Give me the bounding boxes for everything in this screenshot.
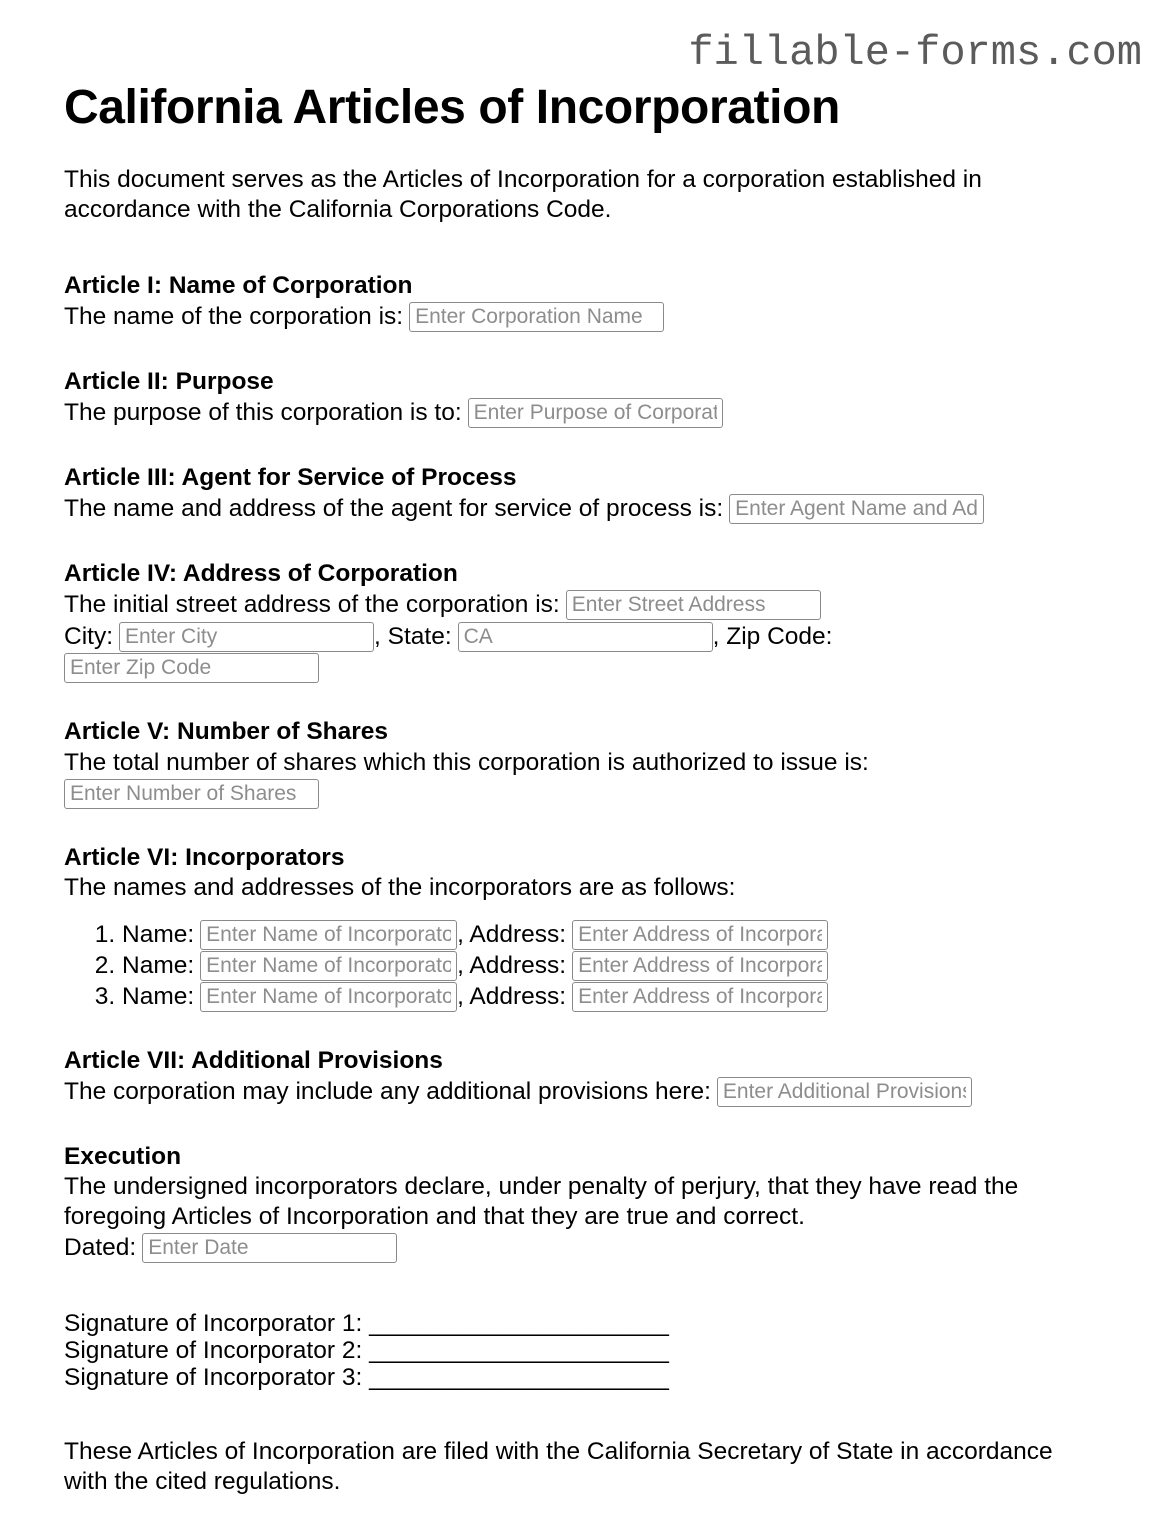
article-1-row [64, 301, 1064, 333]
date-input[interactable] [142, 1233, 397, 1263]
incorporators-list [64, 919, 1064, 1012]
incorporator-3-name-input[interactable] [200, 982, 457, 1012]
shares-label: The total number of shares which this corporation is authorized to issue is: [64, 749, 869, 776]
signature-row-2 [64, 1337, 1064, 1364]
execution-heading: Execution [64, 1143, 182, 1170]
page-title: California Articles of Incorporation [64, 81, 840, 134]
signature-2-line[interactable]: ______________________ [369, 1337, 669, 1364]
street-address-input[interactable] [566, 590, 821, 620]
list-item [122, 981, 1064, 1012]
signature-row-1 [64, 1310, 1064, 1337]
spacer [64, 683, 1064, 717]
city-state-zip-row [64, 621, 1064, 653]
dated-label: Dated: [64, 1234, 137, 1261]
shares-label-row [64, 747, 1064, 779]
incorporator-name-label: 3. Name: [122, 983, 195, 1010]
article-7-row [64, 1076, 1064, 1108]
article-3-label: The name and address of the agent for service of process is: [64, 495, 724, 522]
corporation-name-input[interactable] [409, 302, 664, 332]
list-item [122, 950, 1064, 981]
incorporators-intro: The names and addresses of the incorporators are as follows: [64, 874, 736, 901]
incorporator-1-name-input[interactable] [200, 920, 457, 950]
spacer [64, 809, 1064, 843]
zip-code-input[interactable] [64, 653, 319, 683]
additional-provisions-input[interactable] [717, 1077, 972, 1107]
signature-2-label: Signature of Incorporator 2: [64, 1337, 363, 1364]
article-4-heading: Article IV: Address of Corporation [64, 560, 458, 587]
street-address-row [64, 589, 1064, 621]
street-address-label: The initial street address of the corporation is: [64, 591, 560, 618]
state-input[interactable] [458, 622, 713, 652]
spacer [64, 1391, 1064, 1437]
incorporator-row-3 [122, 981, 1064, 1012]
article-3-heading: Article III: Agent for Service of Process [64, 464, 517, 491]
spacer [64, 225, 1064, 271]
incorporator-2-name-input[interactable] [200, 951, 457, 981]
zip-row [64, 653, 1064, 683]
article-2-row [64, 397, 1064, 429]
incorporator-name-label: 2. Name: [122, 952, 195, 979]
document-body [64, 165, 1064, 1497]
intro-paragraph: This document serves as the Articles of Incorporation for a corporation established in accordance with the California Corporations Code. [64, 166, 982, 223]
article-3-row [64, 493, 1064, 525]
city-label: City: [64, 623, 113, 650]
spacer [64, 525, 1064, 559]
incorporator-address-label: , Address: [457, 983, 567, 1010]
incorporator-row-1 [122, 919, 1064, 950]
shares-input-row [64, 779, 1064, 809]
signature-block [64, 1310, 1064, 1391]
number-of-shares-input[interactable] [64, 779, 319, 809]
incorporator-3-address-input[interactable] [572, 982, 828, 1012]
incorporator-2-address-input[interactable] [572, 951, 828, 981]
incorporator-row-2 [122, 950, 1064, 981]
closing-paragraph: These Articles of Incorporation are filed with the California Secretary of State in accordance with the cited regulations. [64, 1438, 1053, 1495]
article-1-heading: Article I: Name of Corporation [64, 272, 413, 299]
signature-1-line[interactable]: ______________________ [369, 1310, 669, 1337]
state-label: , State: [374, 623, 452, 650]
purpose-input[interactable] [468, 398, 723, 428]
article-2-label: The purpose of this corporation is to: [64, 399, 462, 426]
article-6-heading: Article VI: Incorporators [64, 844, 345, 871]
spacer [64, 1108, 1064, 1142]
signature-1-label: Signature of Incorporator 1: [64, 1310, 363, 1337]
incorporator-1-address-input[interactable] [572, 920, 828, 950]
signature-3-label: Signature of Incorporator 3: [64, 1364, 363, 1391]
signature-row-3 [64, 1364, 1064, 1391]
spacer [64, 1012, 1064, 1046]
article-7-label: The corporation may include any additional provisions here: [64, 1078, 711, 1105]
incorporator-address-label: , Address: [457, 921, 567, 948]
incorporator-name-label: 1. Name: [122, 921, 195, 948]
incorporator-address-label: , Address: [457, 952, 567, 979]
spacer [64, 1264, 1064, 1310]
dated-row [64, 1232, 1064, 1264]
list-item [122, 919, 1064, 950]
site-watermark: fillable-forms.com [688, 29, 1142, 77]
article-7-heading: Article VII: Additional Provisions [64, 1047, 443, 1074]
city-input[interactable] [119, 622, 374, 652]
article-1-label: The name of the corporation is: [64, 303, 404, 330]
spacer [64, 333, 1064, 367]
article-5-heading: Article V: Number of Shares [64, 718, 389, 745]
agent-input[interactable] [729, 494, 984, 524]
execution-declaration: The undersigned incorporators declare, under penalty of perjury, that they have read the foregoing Articles of Incorporation and that they are true and correct. [64, 1173, 1019, 1230]
spacer [64, 903, 1064, 919]
spacer [64, 429, 1064, 463]
article-2-heading: Article II: Purpose [64, 368, 274, 395]
signature-3-line[interactable]: ______________________ [369, 1364, 669, 1391]
zip-label: , Zip Code: [712, 623, 833, 650]
